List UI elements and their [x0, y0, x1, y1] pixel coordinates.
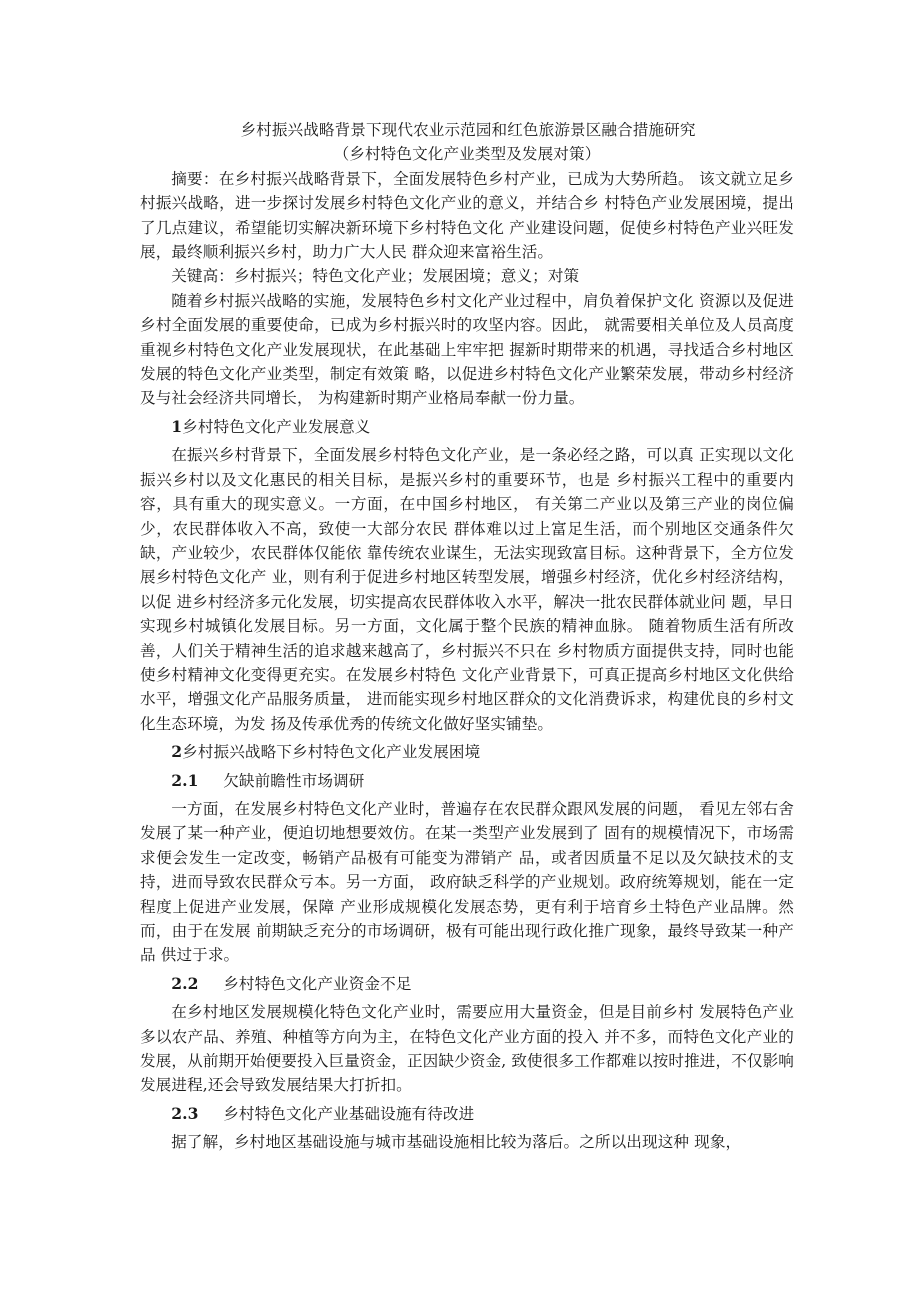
- keywords-paragraph: 关键高：乡村振兴；特色文化产业；发展困境；意义；对策: [171, 267, 580, 286]
- section-1-title: 乡村特色文化产业发展意义: [182, 417, 371, 436]
- subsection-2-1-number: 2.1: [171, 770, 199, 790]
- document-subtitle: （乡村特色文化产业类型及发展对策）: [333, 145, 601, 164]
- subsection-2-2-heading: [140, 972, 794, 996]
- section-1-heading: [140, 415, 794, 439]
- subsection-2-3-number: 2.3: [171, 1103, 199, 1123]
- section-1-number: 1: [171, 416, 183, 436]
- abstract-paragraph: 摘要：在乡村振兴战略背景下，全面发展特色乡村产业，已成为大势所趋。 该文就立足乡村振兴战略，进一步探讨发展乡村特色文化产业的意义，并结合乡 村特色产业发展困境，提出了几点建议，希望能切实解决新环境下乡村特色文化 产业建设问题，促使乡村特色产业兴旺发展，最终顺利振兴乡村，助力广大人民 群众迎来富裕生活。: [140, 169, 794, 262]
- subsection-2-1-heading: [140, 769, 794, 793]
- section-1-paragraph: 在振兴乡村背景下，全面发展乡村特色文化产业，是一条必经之路，可以真 正实现以文化振兴乡村以及文化惠民的相关目标，是振兴乡村的重要环节，也是 乡村振兴工程中的重要内容，具有重大的现实意义。一方面，在中国乡村地区， 有关第二产业以及第三产业的岗位偏少，农民群体收入不高，致使一大部分农民 群体难以过上富足生活，而个别地区交通条件欠缺，产业较少，农民群体仅能依 靠传统农业谋生，无法实现致富目标。这种背景下，全方位发展乡村特色文化产 业，则有利于促进乡村地区转型发展，增强乡村经济，优化乡村经济结构，以促 进乡村经济多元化发展，切实提高农民群体收入水平，解决一批农民群体就业问 题，早日实现乡村城镇化发展目标。另一方面，文化属于整个民族的精神血脉。 随着物质生活有所改善，人们关于精神生活的追求越来越高了，乡村振兴不只在 乡村物质方面提供支持，同时也能使乡村精神文化变得更充实。在发展乡村特色 文化产业背景下，可真正提高乡村地区文化供给水平，增强文化产品服务质量， 进而能实现乡村地区群众的文化消费诉求，构建优良的乡村文化生态环境，为发 扬及传承优秀的传统文化做好坚实铺垫。: [140, 446, 794, 733]
- section-2-number: 2: [171, 742, 183, 762]
- subsection-2-1-paragraph: 一方面，在发展乡村特色文化产业时，普遍存在农民群众跟风发展的问题， 看见左邻右舍发展了某一种产业，便迫切地想要效仿。在某一类型产业发展到了 固有的规模情况下，市场需求便会发生一定改变，畅销产品极有可能变为滞销产 品，或者因质量不足以及欠缺技术的支持，进而导致农民群众亏本。另一方面， 政府缺乏科学的产业规划。政府统筹规划，能在一定程度上促进产业发展，保障 产业形成规模化发展态势，更有利于培育乡土特色产业品牌。然而，由于在发展 前期缺乏充分的市场调研，极有可能出现行政化推广现象，最终导致某一种产品 供过于求。: [140, 799, 794, 965]
- subsection-2-2-title: 乡村特色文化产业资金不足: [223, 974, 412, 993]
- intro-paragraph: 随着乡村振兴战略的实施，发展特色乡村文化产业过程中，肩负着保护文化 资源以及促进乡村全面发展的重要使命，已成为乡村振兴时的攻坚内容。因此， 就需要相关单位及人员高度重视乡村特色文化产业发展现状，在此基础上牢牢把 握新时期带来的机遇，寻找适合乡村地区发展的特色文化产业类型，制定有效策 略，以促进乡村特色文化产业繁荣发展，带动乡村经济及与社会经济共同增长， 为构建新时期产业格局奉献一份力量。: [140, 291, 794, 408]
- subsection-2-3-heading: [140, 1102, 794, 1126]
- subsection-2-2-paragraph: 在乡村地区发展规模化特色文化产业时，需要应用大量资金，但是目前乡村 发展特色产业多以农产品、养殖、种植等方向为主，在特色文化产业方面的投入 并不多，而特色文化产业的发展，从前期开始便要投入巨量资金，正因缺少资金, 致使很多工作都难以按时推进，不仅影响发展进程,还会导致发展结果大打折扣。: [140, 1003, 794, 1095]
- document-title: 乡村振兴战略背景下现代农业示范园和红色旅游景区融合措施研究: [240, 121, 696, 139]
- section-2-title: 乡村振兴战略下乡村特色文化产业发展困境: [182, 743, 481, 762]
- subsection-2-2-number: 2.2: [171, 973, 199, 993]
- subsection-2-1-title: 欠缺前瞻性市场调研: [223, 771, 365, 790]
- section-2-heading: [140, 740, 794, 764]
- subsection-2-3-title: 乡村特色文化产业基础设施有待改进: [223, 1104, 475, 1123]
- subsection-2-3-paragraph: 据了解，乡村地区基础设施与城市基础设施相比较为落后。之所以出现这种 现象，: [171, 1133, 742, 1152]
